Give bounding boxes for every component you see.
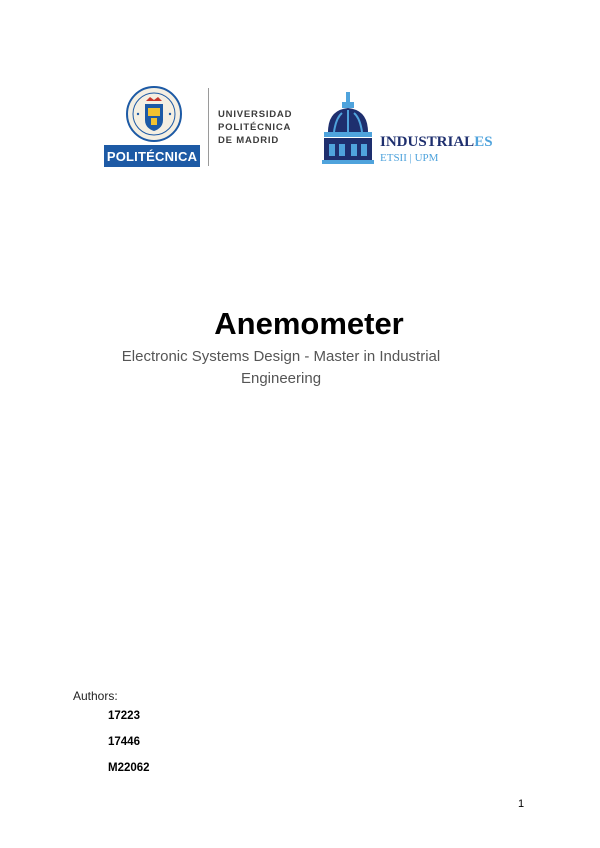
industriales-name-suffix: ES [474, 134, 493, 150]
upm-name-line: UNIVERSIDAD [218, 109, 293, 120]
author-id: 17446 [108, 736, 140, 748]
upm-crest-icon [126, 84, 182, 144]
authors-label: Authors: [73, 689, 118, 703]
document-subtitle: Electronic Systems Design - Master in Industrial Engineering [121, 348, 441, 387]
dome-icon [320, 92, 376, 164]
author-id: M22062 [108, 762, 150, 774]
upm-band [104, 145, 200, 167]
document-title: Anemometer [214, 306, 404, 341]
industriales-name-main: INDUSTRIAL [380, 134, 475, 150]
page-number: 1 [518, 798, 525, 810]
upm-name-line: DE MADRID [218, 135, 280, 146]
upm-name-line: POLITÉCNICA [218, 122, 292, 133]
upm-name [218, 108, 292, 147]
logo-divider [208, 88, 209, 166]
industriales-name [380, 134, 493, 151]
industriales-subtitle: ETSII | UPM [380, 152, 439, 164]
upm-band-text: POLITÉCNICA [106, 148, 198, 164]
upm-logo [104, 84, 304, 166]
author-id: 17223 [108, 710, 140, 722]
industriales-logo [320, 92, 510, 168]
